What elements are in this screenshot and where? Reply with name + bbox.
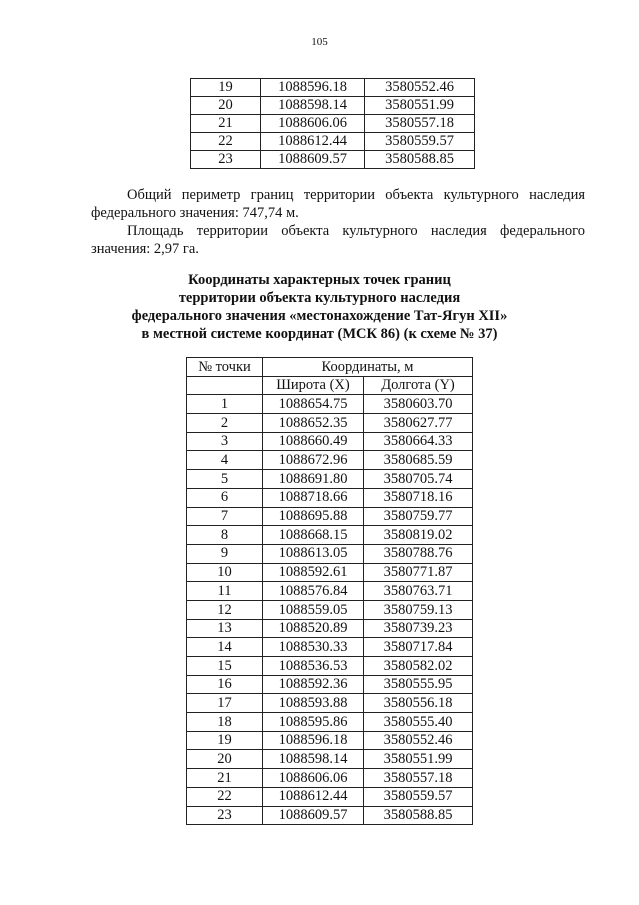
table-row: [187, 731, 473, 750]
table-row: [191, 151, 475, 169]
point-number-cell: 19: [191, 79, 261, 97]
area-paragraph: [91, 222, 585, 258]
longitude-cell: 3580555.40: [364, 713, 473, 732]
longitude-cell: 3580717.84: [364, 638, 473, 657]
point-number-cell: 14: [187, 638, 263, 657]
latitude-cell: 1088609.57: [263, 806, 364, 825]
point-number-cell: 2: [187, 414, 263, 433]
heading-line-3: федерального значения «местонахождение Тат-Ягун XII»: [131, 308, 508, 324]
point-number-cell: 20: [187, 750, 263, 769]
table-row: [187, 713, 473, 732]
table-row: [187, 619, 473, 638]
longitude-cell: 3580664.33: [364, 432, 473, 451]
table-row: [187, 750, 473, 769]
coordinates-table: [186, 357, 473, 825]
longitude-cell: 3580552.46: [365, 79, 475, 97]
latitude-cell: 1088592.61: [263, 563, 364, 582]
coordinates-table-header: [187, 358, 473, 395]
header-point-number: № точки: [187, 358, 263, 377]
heading-line-1: Координаты характерных точек границ: [188, 272, 451, 288]
header-latitude: Широта (X): [263, 376, 364, 395]
longitude-cell: 3580819.02: [364, 526, 473, 545]
latitude-cell: 1088652.35: [263, 414, 364, 433]
page-number: 105: [311, 36, 328, 48]
table-row: [187, 600, 473, 619]
longitude-cell: 3580705.74: [364, 470, 473, 489]
coordinates-table-continued-body: [191, 79, 475, 169]
longitude-cell: 3580739.23: [364, 619, 473, 638]
section-heading: [0, 271, 639, 343]
table-row: [191, 97, 475, 115]
point-number-cell: 9: [187, 544, 263, 563]
table-row: [187, 470, 473, 489]
table-row: [187, 694, 473, 713]
table-row: [187, 526, 473, 545]
table-row: [191, 133, 475, 151]
longitude-cell: 3580582.02: [364, 657, 473, 676]
latitude-cell: 1088695.88: [263, 507, 364, 526]
point-number-cell: 22: [191, 133, 261, 151]
header-longitude: Долгота (Y): [364, 376, 473, 395]
longitude-cell: 3580559.57: [365, 133, 475, 151]
point-number-cell: 7: [187, 507, 263, 526]
table-row: [187, 769, 473, 788]
table-row: [191, 79, 475, 97]
table-row: [187, 451, 473, 470]
point-number-cell: 8: [187, 526, 263, 545]
table-row: [187, 675, 473, 694]
header-row-2: [187, 376, 473, 395]
latitude-cell: 1088595.86: [263, 713, 364, 732]
latitude-cell: 1088536.53: [263, 657, 364, 676]
table-row: [187, 787, 473, 806]
area-text: Площадь территории объекта культурного наследия федерального значения: 2,97 га.: [91, 223, 585, 257]
longitude-cell: 3580759.13: [364, 600, 473, 619]
latitude-cell: 1088559.05: [263, 600, 364, 619]
latitude-cell: 1088654.75: [263, 395, 364, 414]
point-number-cell: 10: [187, 563, 263, 582]
coordinates-table-continued: [190, 78, 475, 169]
table-row: [187, 432, 473, 451]
latitude-cell: 1088592.36: [263, 675, 364, 694]
longitude-cell: 3580559.57: [364, 787, 473, 806]
latitude-cell: 1088606.06: [261, 115, 365, 133]
table-row: [187, 395, 473, 414]
table-row: [187, 638, 473, 657]
table-row: [187, 582, 473, 601]
table-row: [187, 414, 473, 433]
longitude-cell: 3580763.71: [364, 582, 473, 601]
point-number-cell: 20: [191, 97, 261, 115]
latitude-cell: 1088613.05: [263, 544, 364, 563]
point-number-cell: 12: [187, 600, 263, 619]
latitude-cell: 1088609.57: [261, 151, 365, 169]
perimeter-paragraph: [91, 186, 585, 222]
point-number-cell: 17: [187, 694, 263, 713]
point-number-cell: 23: [191, 151, 261, 169]
latitude-cell: 1088718.66: [263, 488, 364, 507]
latitude-cell: 1088576.84: [263, 582, 364, 601]
longitude-cell: 3580557.18: [365, 115, 475, 133]
coordinates-table-body: [187, 395, 473, 825]
longitude-cell: 3580759.77: [364, 507, 473, 526]
longitude-cell: 3580551.99: [364, 750, 473, 769]
point-number-cell: 21: [187, 769, 263, 788]
latitude-cell: 1088691.80: [263, 470, 364, 489]
table-row: [187, 563, 473, 582]
point-number-cell: 16: [187, 675, 263, 694]
point-number-cell: 15: [187, 657, 263, 676]
longitude-cell: 3580788.76: [364, 544, 473, 563]
longitude-cell: 3580603.70: [364, 395, 473, 414]
point-number-cell: 6: [187, 488, 263, 507]
latitude-cell: 1088520.89: [263, 619, 364, 638]
point-number-cell: 18: [187, 713, 263, 732]
latitude-cell: 1088593.88: [263, 694, 364, 713]
point-number-cell: 3: [187, 432, 263, 451]
latitude-cell: 1088598.14: [263, 750, 364, 769]
longitude-cell: 3580771.87: [364, 563, 473, 582]
longitude-cell: 3580555.95: [364, 675, 473, 694]
latitude-cell: 1088596.18: [261, 79, 365, 97]
point-number-cell: 19: [187, 731, 263, 750]
header-row-1: [187, 358, 473, 377]
table-row: [187, 657, 473, 676]
table-row: [187, 488, 473, 507]
point-number-cell: 4: [187, 451, 263, 470]
point-number-cell: 21: [191, 115, 261, 133]
latitude-cell: 1088672.96: [263, 451, 364, 470]
header-coordinates: Координаты, м: [263, 358, 473, 377]
point-number-cell: 11: [187, 582, 263, 601]
longitude-cell: 3580627.77: [364, 414, 473, 433]
latitude-cell: 1088660.49: [263, 432, 364, 451]
longitude-cell: 3580551.99: [365, 97, 475, 115]
point-number-cell: 1: [187, 395, 263, 414]
latitude-cell: 1088612.44: [263, 787, 364, 806]
point-number-cell: 23: [187, 806, 263, 825]
latitude-cell: 1088668.15: [263, 526, 364, 545]
table-row: [191, 115, 475, 133]
header-blank-cell: [187, 376, 263, 395]
point-number-cell: 13: [187, 619, 263, 638]
latitude-cell: 1088598.14: [261, 97, 365, 115]
table-row: [187, 544, 473, 563]
latitude-cell: 1088596.18: [263, 731, 364, 750]
longitude-cell: 3580588.85: [365, 151, 475, 169]
longitude-cell: 3580557.18: [364, 769, 473, 788]
heading-line-4: в местной системе координат (МСК 86) (к схеме № 37): [141, 326, 498, 342]
longitude-cell: 3580685.59: [364, 451, 473, 470]
longitude-cell: 3580556.18: [364, 694, 473, 713]
heading-line-2: территории объекта культурного наследия: [178, 290, 461, 306]
table-row: [187, 507, 473, 526]
latitude-cell: 1088530.33: [263, 638, 364, 657]
table-row: [187, 806, 473, 825]
point-number-cell: 22: [187, 787, 263, 806]
longitude-cell: 3580718.16: [364, 488, 473, 507]
latitude-cell: 1088612.44: [261, 133, 365, 151]
longitude-cell: 3580552.46: [364, 731, 473, 750]
longitude-cell: 3580588.85: [364, 806, 473, 825]
latitude-cell: 1088606.06: [263, 769, 364, 788]
perimeter-text: Общий периметр границ территории объекта культурного наследия федерального значения: 747,74 м.: [91, 187, 585, 221]
point-number-cell: 5: [187, 470, 263, 489]
